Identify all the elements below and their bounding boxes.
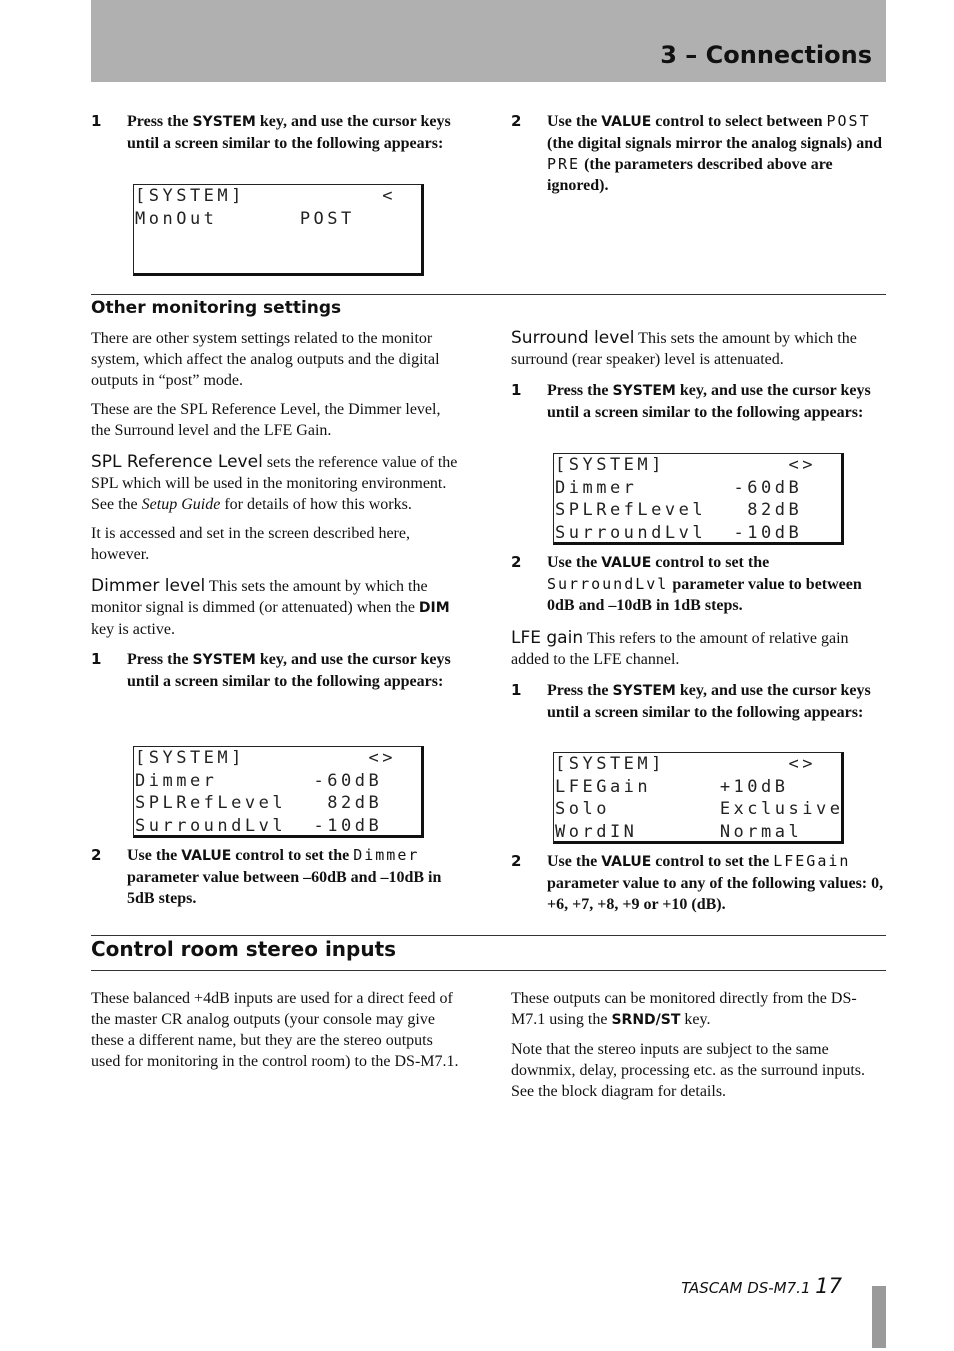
step-number: 2: [511, 852, 522, 870]
surround-level-paragraph: [511, 328, 886, 370]
step-text: parameter value to between 0dB and –10dB in 1dB steps.: [547, 576, 862, 614]
step-text: control to set the: [651, 853, 774, 870]
text: key.: [680, 1011, 711, 1028]
lcd-line: Dimmer -60dB: [135, 770, 383, 791]
lcd-screen-monout: [133, 184, 424, 276]
step-text: Use the: [547, 853, 602, 870]
step-text: Use the: [127, 847, 182, 864]
surround-step-1: [511, 380, 886, 423]
section-divider: [91, 294, 886, 295]
surround-step-2: [511, 552, 886, 616]
lfe-gain-lead: LFE gain: [511, 628, 584, 648]
dimmer-step-1: [91, 649, 464, 692]
text: This sets the amount by which the monitor signal is dimmed (or attenuated) when the: [91, 578, 428, 616]
lcd-line: Dimmer -60dB: [555, 477, 803, 498]
value-key-label: VALUE: [601, 555, 652, 571]
paragraph: [511, 988, 886, 1031]
section-heading-other-monitoring: Other monitoring settings: [91, 298, 342, 318]
value-key-label: VALUE: [601, 854, 652, 870]
step-text: Use the: [547, 113, 602, 130]
text: key is active.: [91, 621, 175, 638]
surround-param: SurroundLvl: [547, 575, 669, 593]
step-text: control to set the: [231, 847, 354, 864]
lfe-param: LFEGain: [773, 852, 851, 870]
control-room-left-column: [91, 988, 464, 1080]
step-text: control to set the: [651, 554, 770, 571]
paragraph: It is accessed and set in the screen described here, however.: [91, 525, 410, 563]
system-key-label: SYSTEM: [612, 383, 676, 399]
value-key-label: VALUE: [601, 114, 652, 130]
step-text: Press the: [127, 651, 193, 668]
top-step-2: [511, 111, 886, 196]
lcd-line: WordIN Normal: [555, 821, 803, 842]
paragraph: These are the SPL Reference Level, the Dimmer level, the Surround level and the LFE Gain.: [91, 401, 441, 439]
step-number: 1: [91, 650, 102, 668]
step-number: 1: [91, 112, 102, 130]
lfe-step-1: [511, 680, 886, 723]
lcd-line: SPLRefLevel 82dB: [135, 793, 383, 813]
system-key-label: SYSTEM: [192, 114, 256, 130]
lcd-screen-lfe: [553, 752, 844, 844]
step-text: parameter value between –60dB and –10dB in 5dB steps.: [127, 869, 442, 907]
lcd-screen-dimmer: [133, 746, 424, 838]
step-number: 2: [91, 846, 102, 864]
chapter-title: 3 – Connections: [660, 41, 872, 69]
lfe-step-2: [511, 851, 886, 915]
step-number: 1: [511, 681, 522, 699]
step-text: key, and use the cursor keys until a screen similar to the following appears:: [127, 651, 451, 690]
step-number: 1: [511, 381, 522, 399]
text: This sets the amount by which the surround (rear speaker) level is attenuated.: [511, 330, 857, 368]
paragraph: There are other system settings related to the monitor system, which affect the analog outputs and the digital outputs in “post” mode.: [91, 330, 440, 389]
value-key-label: VALUE: [181, 848, 232, 864]
top-step-1: [91, 111, 464, 154]
lfe-gain-paragraph: [511, 628, 886, 670]
dim-key-label: DIM: [418, 600, 450, 616]
text: This refers to the amount of relative gain added to the LFE channel.: [511, 630, 849, 668]
step-text: key, and use the cursor keys until a screen similar to the following appears:: [547, 382, 871, 421]
step-text: parameter value to any of the following values: 0, +6, +7, +8, +9 or +10 (dB).: [547, 875, 884, 913]
product-name: TASCAM DS-M7.1: [681, 1279, 811, 1297]
control-room-right-column: [511, 988, 886, 1110]
lcd-line: Solo Exclusive: [555, 799, 844, 819]
pre-param: PRE: [547, 155, 581, 173]
step-text: (the parameters described above are ignored).: [547, 156, 833, 194]
lcd-screen-surround: [553, 453, 844, 545]
lcd-line: SurroundLvl -10dB: [135, 815, 383, 836]
lcd-line: MonOut POST: [135, 208, 355, 229]
step-text: control to select between: [651, 113, 827, 130]
setup-guide-ref: Setup Guide: [141, 496, 221, 513]
step-text: (the digital signals mirror the analog signals) and: [547, 135, 882, 152]
lcd-line: SPLRefLevel 82dB: [555, 500, 803, 520]
other-monitoring-left-column: [91, 328, 464, 692]
spl-reference-lead: SPL Reference Level: [91, 452, 263, 472]
chapter-header-bar: [91, 0, 886, 82]
dimmer-step-2: [91, 845, 464, 909]
text: for details of how this works.: [220, 496, 412, 513]
lcd-line: [SYSTEM] <>: [555, 754, 816, 774]
dimmer-level-paragraph: [91, 576, 464, 640]
system-key-label: SYSTEM: [192, 652, 256, 668]
dimmer-level-lead: Dimmer level: [91, 576, 206, 596]
lcd-line: [SYSTEM] <>: [135, 748, 396, 768]
step-number: 2: [511, 553, 522, 571]
srnd-st-key-label: SRND/ST: [611, 1012, 681, 1028]
page-side-tab: [872, 1286, 886, 1348]
section-divider: [91, 935, 886, 936]
other-monitoring-right-column: [511, 328, 886, 423]
page-number: 17: [815, 1274, 842, 1298]
surround-step-2-block: [511, 552, 886, 723]
section-divider: [91, 970, 886, 971]
page-footer: [681, 1276, 842, 1299]
paragraph: Note that the stereo inputs are subject to the same downmix, delay, processing etc. as the surround inputs. See the block diagram for details.: [511, 1041, 866, 1100]
lcd-line: [SYSTEM] <>: [555, 455, 816, 475]
spl-reference-paragraph: [91, 452, 464, 515]
step-text: Press the: [547, 382, 613, 399]
step-text: Press the: [547, 682, 613, 699]
lcd-line: SurroundLvl -10dB: [555, 522, 803, 543]
paragraph: These balanced +4dB inputs are used for a direct feed of the master CR analog outputs (your console may give these a different name, but they are the stereo outputs used for monitoring in the control room) to the DS-M7.1.: [91, 990, 459, 1070]
system-key-label: SYSTEM: [612, 683, 676, 699]
text: sets the reference value of the SPL which will be used in the monitoring environment. See the: [91, 454, 458, 513]
lfe-step-2-block: [511, 851, 886, 915]
section-heading-control-room: Control room stereo inputs: [91, 937, 397, 961]
lcd-line: LFEGain +10dB: [555, 776, 789, 797]
step-text: key, and use the cursor keys until a screen similar to the following appears:: [547, 682, 871, 721]
lcd-line: [SYSTEM] <: [135, 186, 396, 206]
step-text: Press the: [127, 113, 193, 130]
step-number: 2: [511, 112, 522, 130]
step-text: key, and use the cursor keys until a screen similar to the following appears:: [127, 113, 451, 152]
text: These outputs can be monitored directly from the DS-M7.1 using the: [511, 990, 857, 1028]
dimmer-param: Dimmer: [353, 846, 420, 864]
step-text: Use the: [547, 554, 602, 571]
post-param: POST: [826, 112, 871, 130]
surround-level-lead: Surround level: [511, 328, 635, 348]
